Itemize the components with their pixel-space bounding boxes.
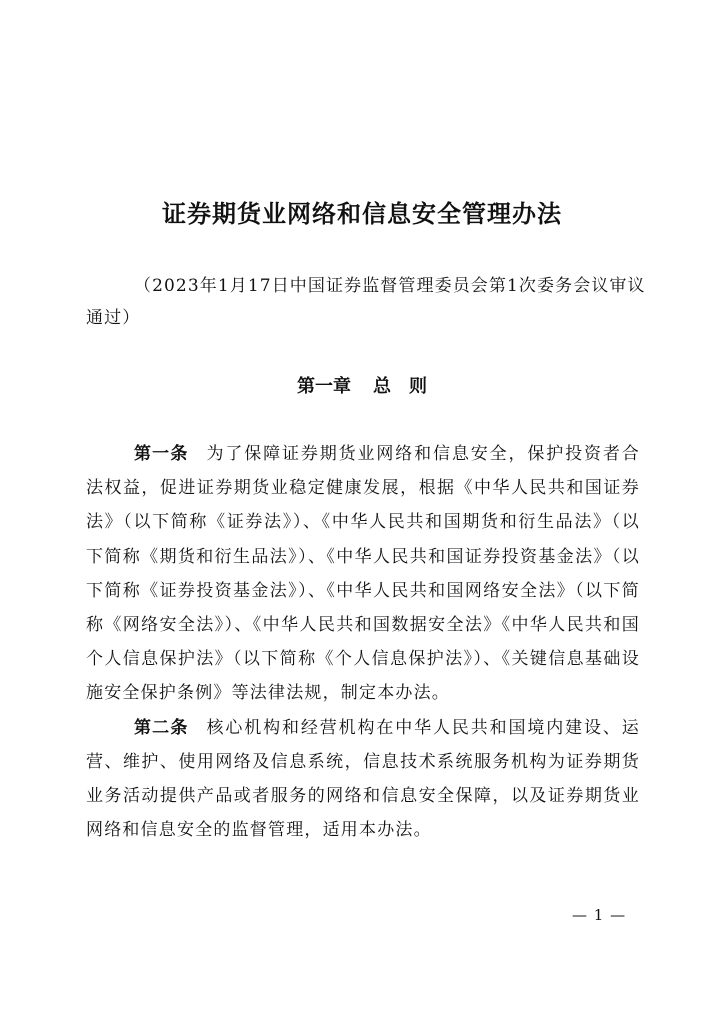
document-subtitle: （2023年1月17日中国证券监督管理委员会第1次委务会议审议通过） (86, 276, 646, 328)
chapter-name: 总 则 (373, 376, 427, 397)
article-text: 核心机构和经营机构在中华人民共和国境内建设、运营、维护、使用网络及信息系统，信息技术系统服务机构为证券期货业务活动提供产品或者服务的网络和信息安全保障，以及证券期货业网络和信息安全的监督管理，适用本办法。 (86, 717, 640, 841)
article-label: 第一条 (134, 444, 189, 464)
chapter-heading (0, 372, 724, 402)
document-body (86, 437, 640, 847)
article-label: 第二条 (134, 717, 189, 738)
article-text: 为了保障证券期货业网络和信息安全，保护投资者合法权益，促进证券期货业稳定健康发展，根据《中华人民共和国证券法》（以下简称《证券法》）、《中华人民共和国期货和衍生品法》（以下简称《期货和衍生品法》）、《中华人民共和国证券投资基金法》（以下简称《证券投资基金法》）、《中华人民共和国网络安全法》（以下简称《网络安全法》）、《中华人民共和国数据安全法》《中华人民共和国个人信息保护法》（以下简称《个人信息保护法》）、《关键信息基础设施安全保护条例》等法律法规，制定本办法。 (86, 444, 640, 704)
chapter-number: 第一章 (297, 376, 351, 397)
document-title: 证券期货业网络和信息安全管理办法 (162, 199, 562, 228)
page-number: — 1 — (572, 906, 627, 924)
article-paragraph (86, 437, 640, 711)
article-paragraph (86, 711, 640, 848)
